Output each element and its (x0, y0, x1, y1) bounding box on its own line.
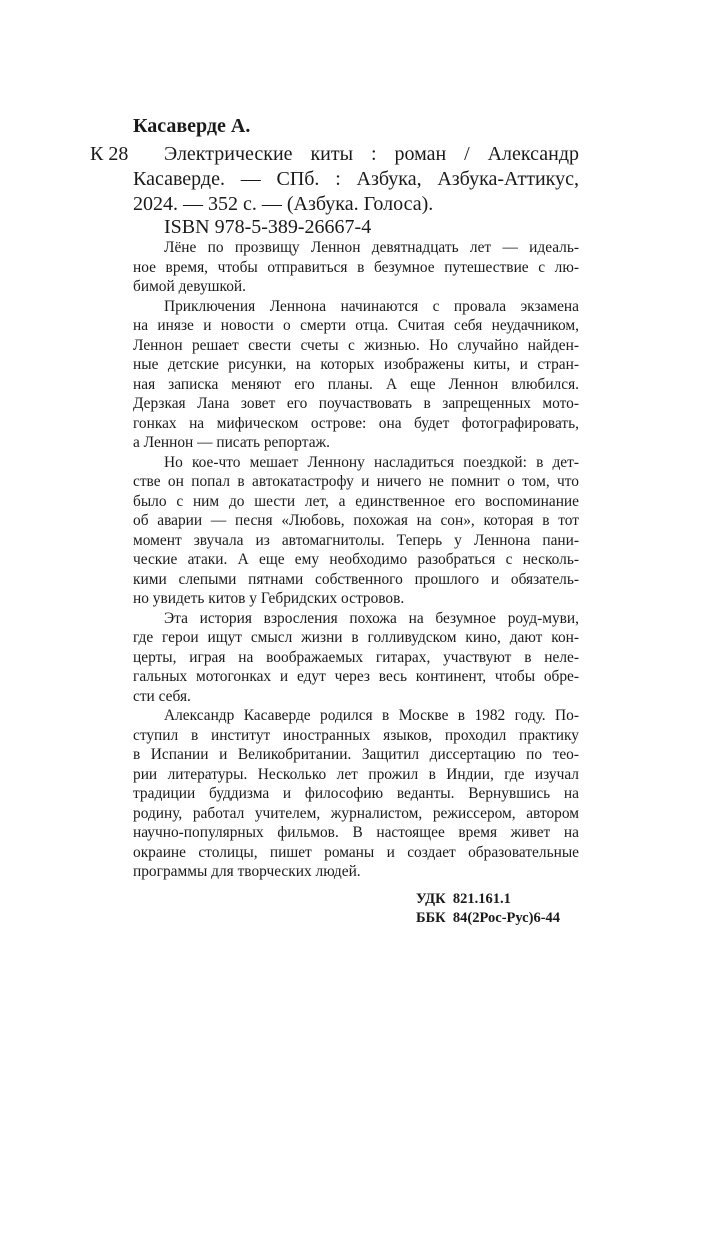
paragraph-line: ческие атаки. А еще ему необходимо разобраться с несколь- (133, 551, 579, 568)
paragraph-line: сти себя. (133, 687, 191, 705)
paragraph-line: ное время, чтобы отправиться в безумное путешествие с лю- (133, 258, 579, 276)
paragraph-line: было с ним до шести лет, а единственное его воспоминание (133, 492, 579, 510)
bbk-code: ББК 84(2Рос-Рус)6-44 (416, 910, 561, 926)
classification (416, 890, 560, 928)
udk-code: УДК 821.161.1 (416, 891, 511, 907)
paragraph-line: традиции буддизма и философию веданты. Вернувшись на (133, 785, 579, 802)
isbn: ISBN 978-5-389-26667-4 (164, 216, 372, 238)
paragraph-line: Эта история взросления похожа на безумное роуд-муви, (164, 609, 579, 627)
paragraph-line: программы для творческих людей. (133, 863, 361, 880)
paragraph-line: бимой девушкой. (133, 278, 247, 295)
paragraph-line: Александр Касаверде родился в Москве в 1982 году. По- (164, 707, 579, 724)
paragraph-line: но увидеть китов у Гебридских островов. (133, 590, 405, 607)
paragraph-line: в Испании и Великобритании. Защитил диссертацию по тео- (133, 746, 579, 763)
paragraph-line: рии литературы. Несколько лет прожил в Индии, где изучал (133, 765, 579, 783)
paragraph-line: где герои ищут смысл жизни в голливудском кино, дают кон- (133, 629, 579, 646)
paragraph-line: стве он попал в автокатастрофу и ничего не помнит о том, что (133, 473, 579, 490)
paragraph-line: окраине столицы, пишет романы и создает образовательные (133, 843, 579, 861)
paragraph-line: гальных мотогонках и едут через весь континент, чтобы обре- (133, 668, 579, 685)
paragraph-line: церты, играя на воображаемых гитарах, участвуют в неле- (133, 648, 579, 666)
paragraph-line: на инязе и новости о смерти отца. Считая себя неудачником, (133, 317, 579, 334)
author-heading: Касаверде А. (133, 115, 251, 137)
bibliographic-line: Касаверде. — СПб. : Азбука, Азбука-Аттикус, (133, 168, 579, 190)
paragraph-line: момент звучала из автомагнитолы. Теперь у Леннона пани- (133, 531, 579, 549)
catalog-code: К 28 (90, 143, 129, 165)
paragraph-line: Приключения Леннона начинаются с провала экзамена (164, 297, 579, 315)
bibliographic-line: Электрические киты : роман / Александр (164, 143, 579, 165)
paragraph-line: Дерзкая Лана зовет его поучаствовать в запрещенных мото- (133, 395, 579, 412)
paragraph-line: научно-популярных фильмов. В настоящее время живет на (133, 824, 579, 841)
bibliographic-line: 2024. — 352 с. — (Азбука. Голоса). (133, 193, 434, 215)
paragraph-line: Лёне по прозвищу Леннон девятнадцать лет — идеаль- (164, 239, 579, 256)
paragraph-line: гонках на мифическом острове: она будет фотографировать, (133, 414, 579, 432)
paragraph-line: об аварии — песня «Любовь, похожая на сон», которая в тот (133, 512, 579, 529)
paragraph-line: кими слепыми пятнами собственного прошлого и обязатель- (133, 570, 579, 588)
paragraph-line: ные детские рисунки, на которых изображены киты, и стран- (133, 356, 579, 373)
paragraph-line: Леннон решает свести счеты с жизнью. Но случайно найден- (133, 336, 579, 354)
paragraph-line: родину, работал учителем, журналистом, режиссером, автором (133, 804, 579, 822)
annotation-text (133, 238, 579, 882)
paragraph-line: Но кое-что мешает Леннону насладиться поездкой: в дет- (164, 453, 579, 471)
paragraph-line: а Леннон — писать репортаж. (133, 434, 331, 451)
paragraph-line: ная записка меняют его планы. А еще Леннон влюбился. (133, 375, 579, 393)
paragraph-line: ступил в институт иностранных языков, проходил практику (133, 726, 579, 744)
